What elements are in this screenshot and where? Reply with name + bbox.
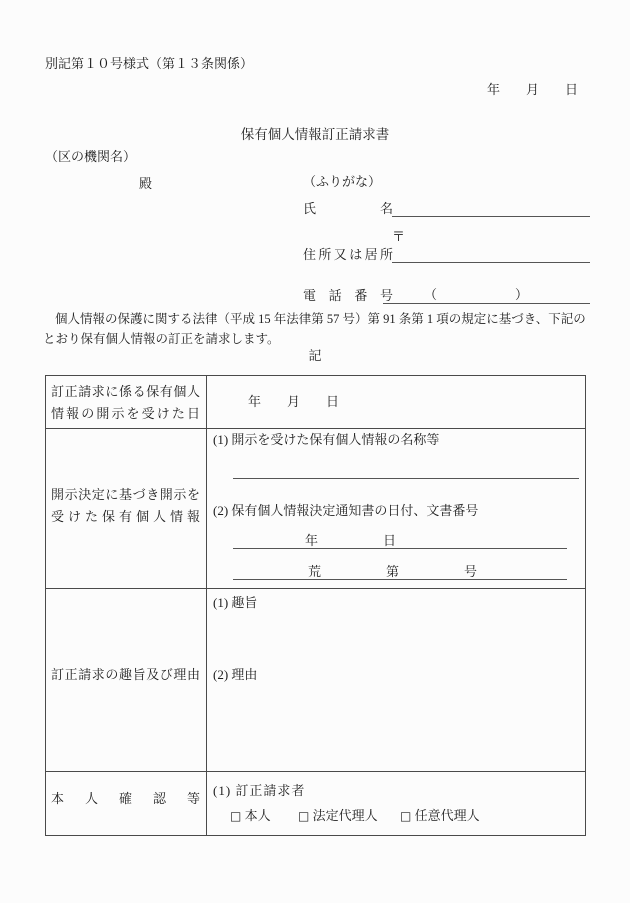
postal-code-mark: 〒 xyxy=(392,229,406,244)
furigana-label: （ふりがな） xyxy=(303,174,382,189)
row4-item1-label: (1) 訂正請求者 xyxy=(213,783,306,798)
table-column-divider xyxy=(206,376,207,835)
phone-parentheses: （ ） xyxy=(424,287,529,302)
issue-date-line: 年 月 日 xyxy=(487,82,579,97)
row4-header: 本人確認等 xyxy=(51,791,200,806)
row2-document-number-text: 荒 第 号 xyxy=(308,564,478,579)
phone-label: 電話番号 xyxy=(303,288,393,303)
option-self-label: 本人 xyxy=(244,808,271,823)
table-row-divider-2 xyxy=(46,588,585,589)
table-row-divider-1 xyxy=(46,428,585,429)
option-voluntary-agent-label: 任意代理人 xyxy=(414,808,480,823)
document-title: 保有個人情報訂正請求書 xyxy=(240,127,390,142)
table-row-divider-3 xyxy=(46,771,585,772)
row1-header-line1: 訂正請求に係る保有個人 xyxy=(51,384,200,399)
name-fill-line xyxy=(392,216,590,217)
row2-item2-label: (2) 保有個人情報決定通知書の日付、文書番号 xyxy=(213,503,479,518)
row3-header: 訂正請求の趣旨及び理由 xyxy=(51,667,200,682)
option-legal-agent-label: 法定代理人 xyxy=(312,808,378,823)
row2-notice-date-text: 年 日 xyxy=(305,533,397,548)
address-label: 住所又は居所 xyxy=(303,247,393,262)
row3-item2-label: (2) 理由 xyxy=(213,667,258,682)
legal-basis-paragraph: 個人情報の保護に関する法律（平成 15 年法律第 57 号）第 91 条第 1 項の規定に基づき、下記のとおり保有個人情報の訂正を請求します。 xyxy=(43,312,586,346)
checkbox-voluntary-agent-icon: □ xyxy=(400,809,412,823)
option-self xyxy=(230,805,271,824)
row2-document-number-fill-line xyxy=(233,579,567,580)
row2-header-line1: 開示決定に基づき開示を xyxy=(51,487,200,502)
record-marker: 記 xyxy=(308,348,322,363)
row1-header-line2: 情報の開示を受けた日 xyxy=(51,406,200,421)
row2-item1-label: (1) 開示を受けた保有個人情報の名称等 xyxy=(213,432,440,447)
checkbox-legal-agent-icon: □ xyxy=(298,809,310,823)
row2-notice-date-fill-line xyxy=(233,548,567,549)
option-legal-agent xyxy=(298,805,378,824)
address-fill-line xyxy=(392,262,590,263)
name-label: 氏名 xyxy=(303,201,393,216)
form-number-note: 別記第１０号様式（第１３条関係） xyxy=(45,56,254,71)
option-voluntary-agent xyxy=(400,805,480,824)
correction-request-table xyxy=(45,375,586,836)
row2-header-line2: 受けた保有個人情報 xyxy=(51,509,200,524)
addressee-suffix: 殿 xyxy=(139,176,153,191)
row2-name-fill-line xyxy=(233,478,579,479)
agency-name-label: （区の機関名） xyxy=(45,149,137,164)
row3-item1-label: (1) 趣旨 xyxy=(213,595,258,610)
checkbox-self-icon: □ xyxy=(230,809,242,823)
row1-date-value: 年 月 日 xyxy=(248,394,340,409)
phone-fill-line xyxy=(383,303,590,304)
